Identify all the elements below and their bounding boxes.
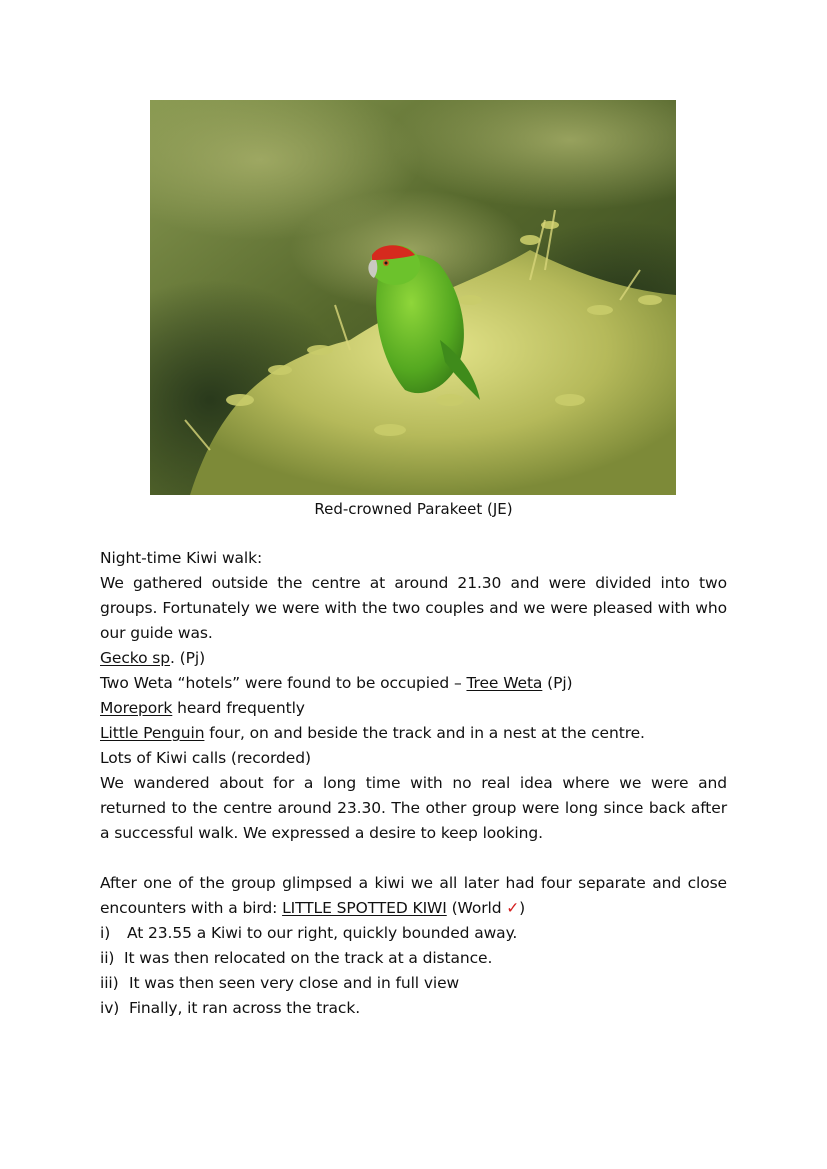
wander-paragraph: We wandered about for a long time with no real idea where we were and returned to the centre around 23.30. The other group were long since back after a successful walk. We expressed a desire to keep looking. <box>100 774 727 842</box>
sighting-text: It was then relocated on the track at a distance. <box>124 949 493 967</box>
world-close: ) <box>519 899 526 917</box>
observation-morepork <box>100 696 727 721</box>
sighting-item <box>100 921 727 946</box>
kiwi-species-name: LITTLE SPOTTED KIWI <box>282 899 447 917</box>
observation-penguin <box>100 721 727 746</box>
sighting-number: i) <box>100 924 111 942</box>
section-title: Night-time Kiwi walk: <box>100 549 263 567</box>
trip-report-text <box>100 546 727 1021</box>
observation-kiwi-calls: Lots of Kiwi calls (recorded) <box>100 749 311 767</box>
sighting-text: At 23.55 a Kiwi to our right, quickly bounded away. <box>127 924 518 942</box>
sighting-text: It was then seen very close and in full view <box>129 974 460 992</box>
sighting-item <box>100 996 727 1021</box>
paragraph-gap <box>100 846 727 871</box>
sighting-number: ii) <box>100 949 115 967</box>
gecko-species-name: Gecko sp <box>100 649 171 667</box>
sighting-item <box>100 946 727 971</box>
morepork-note: heard frequently <box>172 699 305 717</box>
morepork-species-name: Morepork <box>100 699 173 717</box>
intro-paragraph: We gathered outside the centre at around 21.30 and were divided into two groups. Fortunately we were with the two couples and we were pleased with who our guide was. <box>100 574 727 642</box>
sighting-item <box>100 971 727 996</box>
penguin-note: four, on and beside the track and in a nest at the centre. <box>204 724 645 742</box>
tick-icon: ✓ <box>506 899 520 917</box>
weta-observer: (Pj) <box>542 674 573 692</box>
gecko-note: . (Pj) <box>170 649 206 667</box>
weta-species-name: Tree Weta <box>466 674 543 692</box>
encounter-intro: After one of the group glimpsed a kiwi we all later had four separate and close encounters with a bird: <box>100 874 727 917</box>
weta-note: Two Weta “hotels” were found to be occupied – <box>100 674 467 692</box>
penguin-species-name: Little Penguin <box>100 724 205 742</box>
parakeet-photo <box>150 100 676 495</box>
world-label: (World <box>446 899 507 917</box>
sighting-text: Finally, it ran across the track. <box>129 999 361 1017</box>
sighting-number: iv) <box>100 999 120 1017</box>
observation-weta <box>100 671 727 696</box>
sighting-number: iii) <box>100 974 119 992</box>
photo-caption: Red-crowned Parakeet (JE) <box>314 500 513 518</box>
encounter-paragraph <box>100 871 727 921</box>
observation-gecko <box>100 646 727 671</box>
parakeet-photo-drawing <box>150 100 676 495</box>
